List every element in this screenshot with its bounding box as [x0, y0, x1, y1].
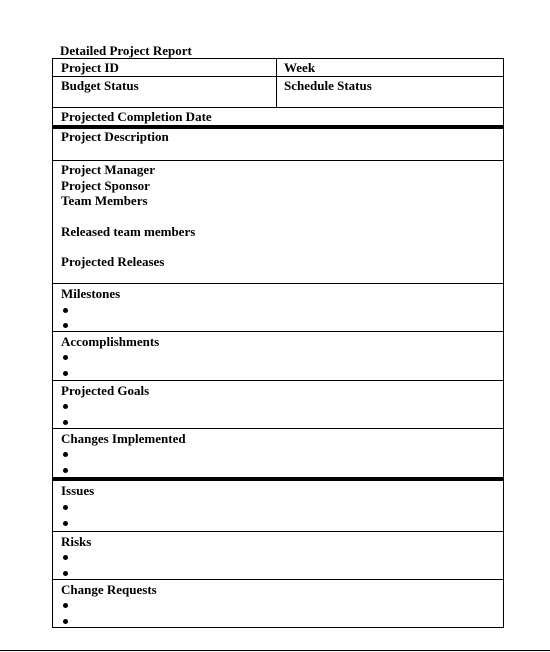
changes-implemented-label: Changes Implemented [61, 431, 186, 446]
project-sponsor-label: Project Sponsor [61, 178, 150, 193]
bullet-icon [63, 452, 68, 457]
bullet-icon [63, 308, 68, 313]
bullet-icon [63, 603, 68, 608]
bullet-icon [63, 468, 68, 473]
status-row [53, 76, 503, 107]
accomplishments-label: Accomplishments [61, 334, 160, 349]
project-manager-label: Project Manager [61, 162, 155, 177]
issues-row[interactable] [53, 477, 503, 531]
released-team-members-label: Released team members [61, 224, 196, 239]
budget-status-label: Budget Status [61, 78, 139, 93]
team-info-row[interactable] [53, 160, 503, 283]
week-cell[interactable] [276, 59, 503, 76]
bullet-icon [63, 555, 68, 560]
project-id-cell[interactable] [53, 59, 277, 76]
schedule-status-cell[interactable] [276, 77, 503, 107]
change-requests-label: Change Requests [61, 582, 157, 597]
projected-releases-label: Projected Releases [61, 254, 165, 269]
milestones-label: Milestones [61, 286, 121, 301]
projected-goals-row[interactable] [53, 380, 503, 428]
milestones-row[interactable] [53, 283, 503, 331]
bullet-icon [63, 521, 68, 526]
bullet-icon [63, 404, 68, 409]
bullet-icon [63, 323, 68, 328]
bullet-icon [63, 420, 68, 425]
changes-implemented-row[interactable] [53, 428, 503, 477]
issues-label: Issues [61, 483, 95, 498]
bullet-icon [63, 371, 68, 376]
accomplishments-row[interactable] [53, 331, 503, 380]
bullet-icon [63, 355, 68, 360]
bullet-icon [63, 571, 68, 576]
projected-goals-label: Projected Goals [61, 383, 150, 398]
document-title: Detailed Project Report [60, 43, 192, 58]
project-description-row[interactable] [53, 125, 503, 160]
project-description-label: Project Description [61, 129, 169, 144]
change-requests-row[interactable] [53, 579, 503, 628]
risks-row[interactable] [53, 531, 503, 579]
page-bottom-divider [0, 650, 550, 651]
bullet-icon [63, 505, 68, 510]
budget-status-cell[interactable] [53, 77, 277, 107]
week-label: Week [284, 60, 316, 75]
project-id-label: Project ID [61, 60, 119, 75]
projected-completion-row[interactable] [53, 107, 503, 125]
schedule-status-label: Schedule Status [284, 78, 372, 93]
team-members-label: Team Members [61, 193, 148, 208]
risks-label: Risks [61, 534, 92, 549]
project-id-row [53, 59, 503, 76]
project-report-table [52, 58, 504, 628]
bullet-icon [63, 619, 68, 624]
projected-completion-label: Projected Completion Date [61, 109, 212, 124]
